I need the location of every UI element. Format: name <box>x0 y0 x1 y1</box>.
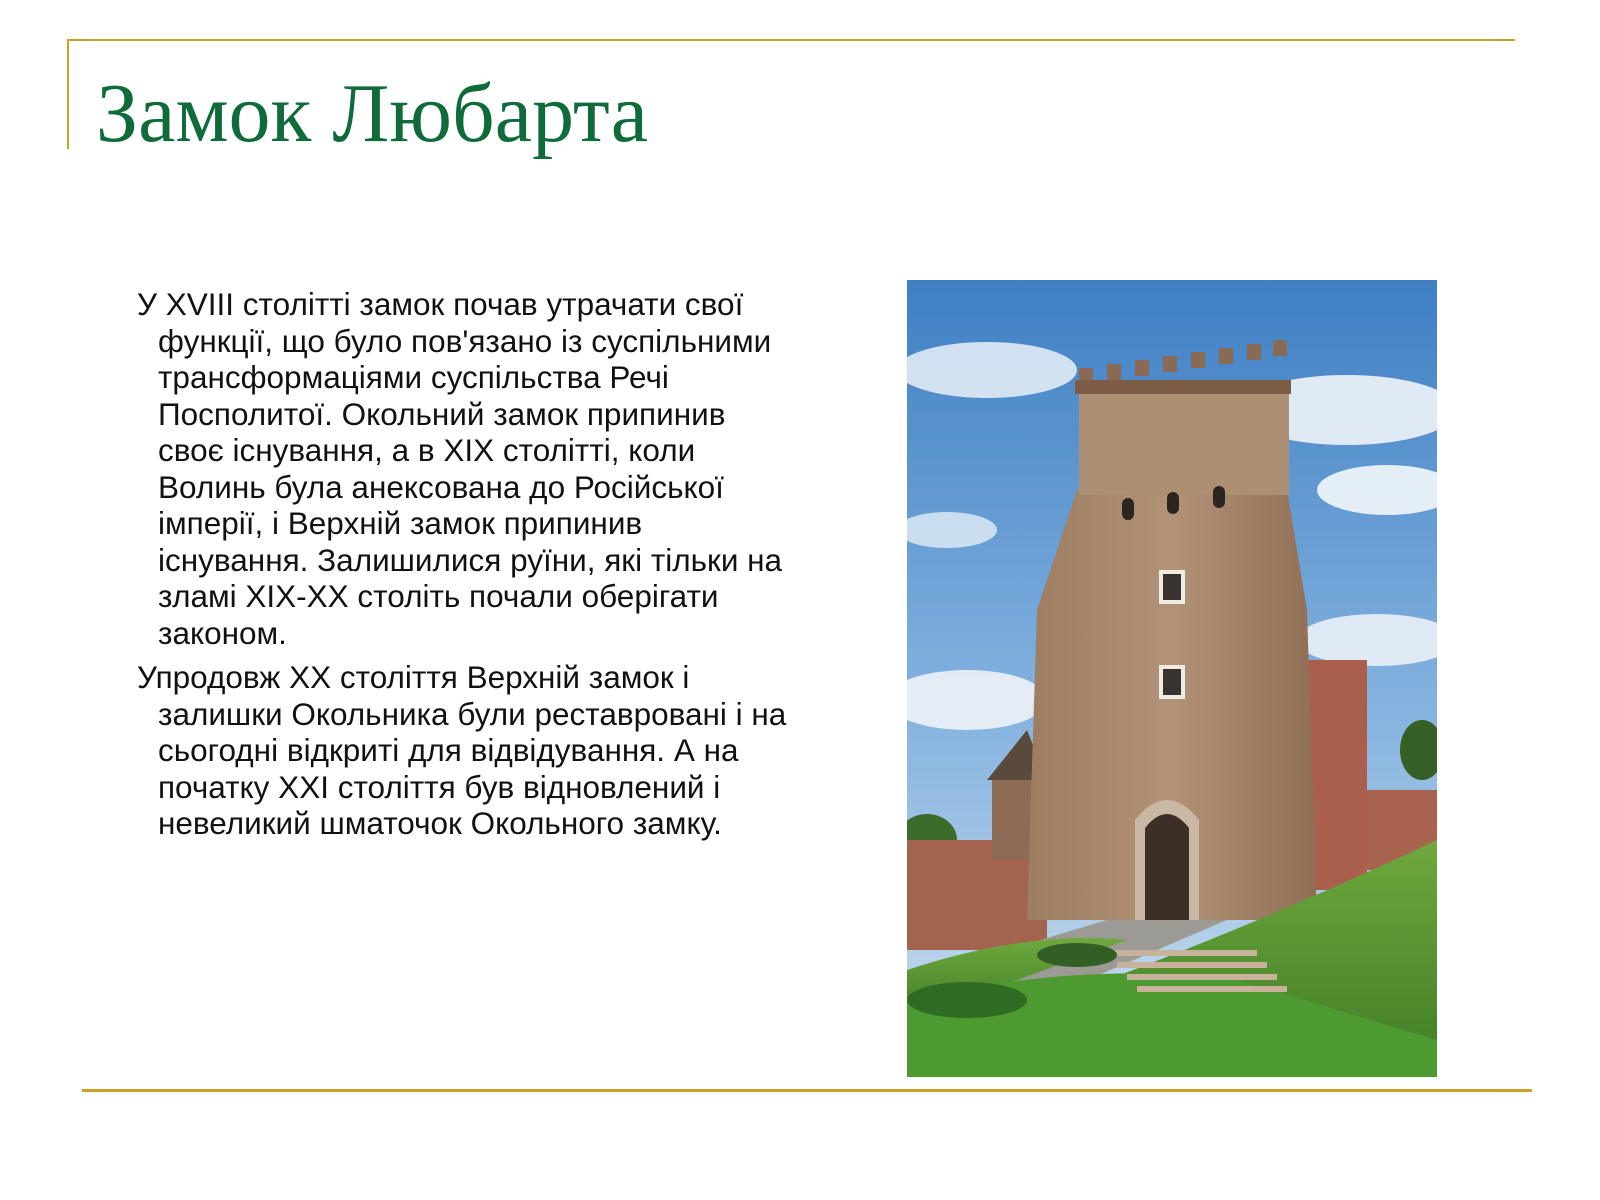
paragraph-2: Упродовж XX століття Верхній замок і залишки Окольника були реставровані і на сьогодні відкриті для відвідування. А на початку XXI століття був відновлений і невеликий шматочок Окольного замку. <box>137 659 787 841</box>
slide-title: Замок Любарта <box>96 67 648 160</box>
paragraph-1: У XVIII столітті замок почав утрачати свої функції, що було пов'язано із суспільними трансформаціями суспільства Речі Посполитої. Окольний замок припинив своє існування, а в XIX столітті, коли Волинь була анексована до Російської імперії, і Верхній замок припинив існування. Залишилися руїни, які тільки на зламі XIX-XX століть почали оберігати законом. <box>137 286 783 651</box>
frame-left-rule <box>67 39 69 149</box>
frame-bottom-rule <box>82 1089 1532 1092</box>
castle-tower-photo <box>907 280 1437 1077</box>
slide-body <box>137 286 797 850</box>
frame-top-rule <box>68 39 1515 41</box>
